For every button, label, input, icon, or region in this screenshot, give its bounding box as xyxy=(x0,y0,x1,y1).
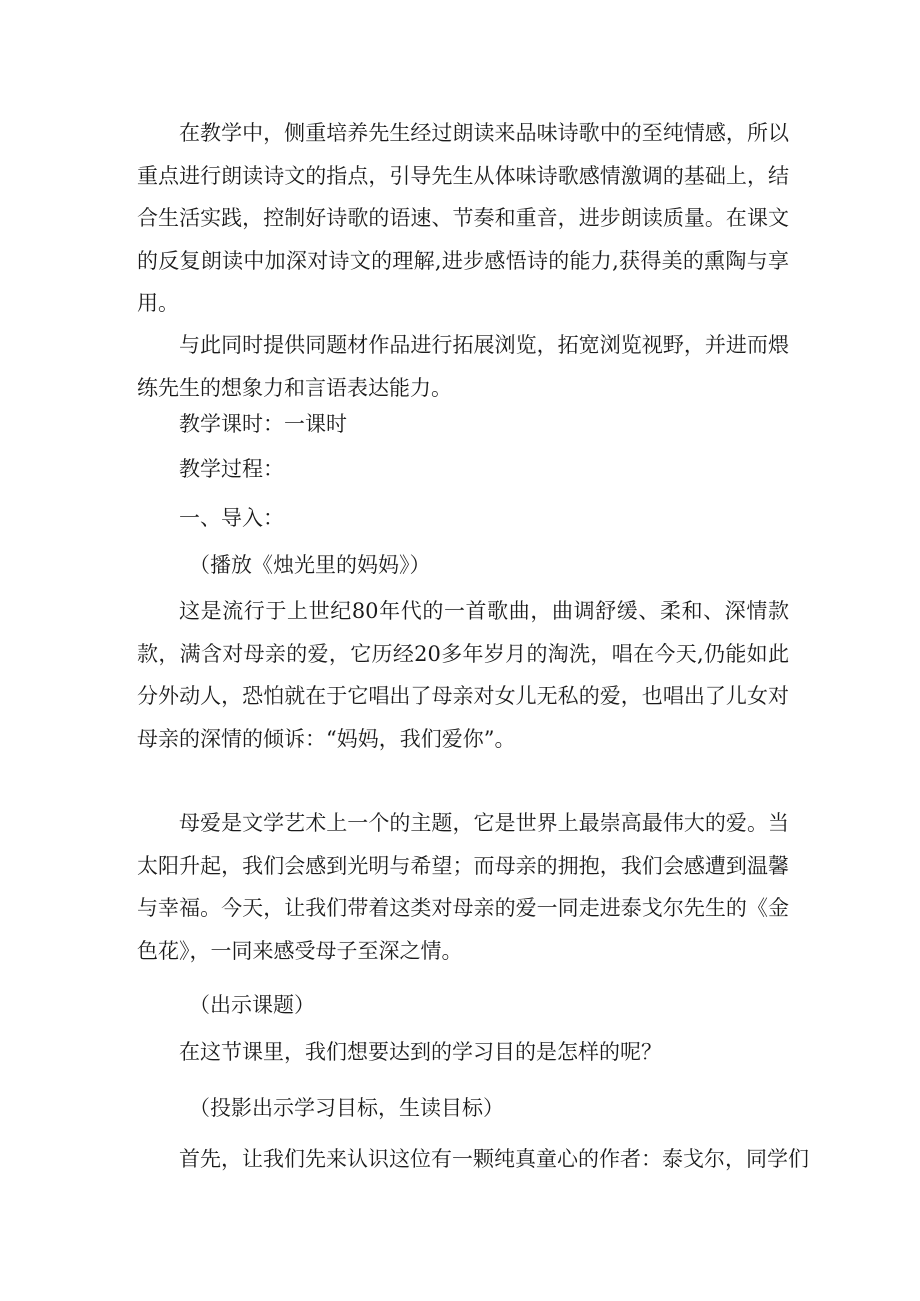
paragraph-learning-goals-question: 在这节课里，我们想要达到的学习目的是怎样的呢？ xyxy=(179,1040,662,1064)
paragraph-teaching-process: 教学过程： xyxy=(179,457,284,481)
paragraph-extended-reading: 与此同时提供同题材作品进行拓展浏览，拓宽浏览视野，并进而煨练先生的想象力和言语表达能力。 xyxy=(137,333,789,400)
stage-note-play-song: （播放《烛光里的妈妈》） xyxy=(189,553,431,577)
section-heading-introduction: 一、导入： xyxy=(179,506,284,530)
stage-note-show-goals: （投影出示学习目标，生读目标） xyxy=(189,1096,504,1120)
paragraph-class-hours: 教学课时：一课时 xyxy=(179,412,347,436)
paragraph-maternal-love: 母爱是文学艺术上一个的主题，它是世界上最崇高最伟大的爱。当太阳升起，我们会感到光明与希望；而母亲的拥抱，我们会感遭到温馨与幸福。今天，让我们带着这类对母亲的爱一同走进泰戈尔先生的《金色花》，一同来感受母子至深之情。 xyxy=(137,811,789,963)
paragraph-author-intro: 首先，让我们先来认识这位有一颗纯真童心的作者：泰戈尔，同学们 xyxy=(179,1147,809,1171)
paragraph-teaching-focus: 在教学中，侧重培养先生经过朗读来品味诗歌中的至纯情感，所以重点进行朗读诗文的指点，引导先生从体味诗歌感情激调的基础上，结合生活实践，控制好诗歌的语速、节奏和重音，进步朗读质量。在课文的反复朗读中加深对诗文的理解,进步感悟诗的能力,获得美的熏陶与享用。 xyxy=(137,121,789,315)
paragraph-song-intro: 这是流行于上世纪80年代的一首歌曲，曲调舒缓、柔和、深情款款，满含对母亲的爱，它历经20多年岁月的淘洗，唱在今天,仍能如此分外动人，恐怕就在于它唱出了母亲对女儿无私的爱，也唱出了儿女对母亲的深情的倾诉：“妈妈，我们爱你”。 xyxy=(137,599,789,751)
stage-note-show-title: （出示课题） xyxy=(189,993,315,1017)
